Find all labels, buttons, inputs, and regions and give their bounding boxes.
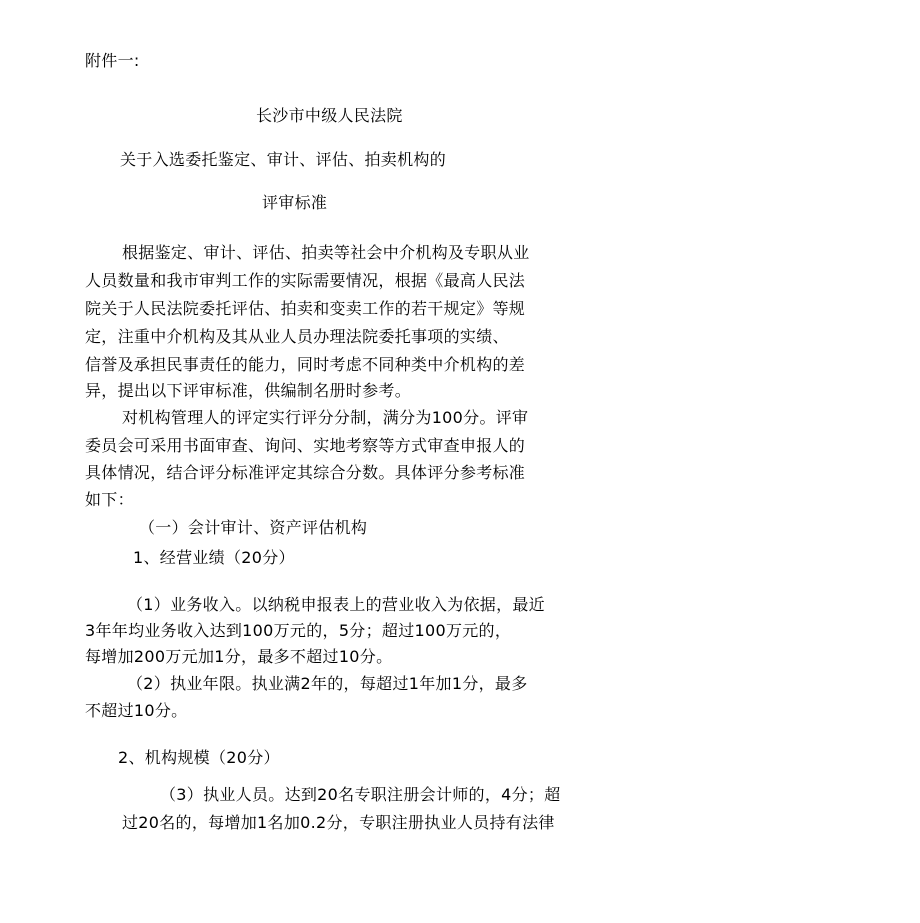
section1-heading: （一）会计审计、资产评估机构 [139,518,368,537]
title-line-subject: 关于入选委托鉴定、审计、评估、拍卖机构的 [120,150,447,169]
attachment-label: 附件一: [85,51,140,70]
paragraph1-line: 根据鉴定、审计、评估、拍卖等社会中介机构及专职从业 [122,243,530,262]
item1-1-line: （1）业务收入。以纳税申报表上的营业收入为依据，最近 [127,595,545,614]
title-line-court: 长沙市中级人民法院 [256,106,403,125]
paragraph2-line: 委员会可采用书面审查、询问、实地考察等方式审查申报人的 [85,436,526,455]
paragraph2-line: 如下： [85,490,134,509]
paragraph2-line: 具体情况，结合评分标准评定其综合分数。具体评分参考标准 [85,463,526,482]
paragraph1-line: 异，提出以下评审标准，供编制名册时参考。 [85,381,412,400]
paragraph2-line: 对机构管理人的评定实行评分分制，满分为100分。评审 [122,408,529,427]
item2-3-line: 过20名的，每增加1名加0.2分，专职注册执业人员持有法律 [122,813,555,832]
paragraph1-line: 院关于人民法院委托评估、拍卖和变卖工作的若干规定》等规 [85,299,526,318]
item1-2-line: （2）执业年限。执业满2年的，每超过1年加1分，最多 [127,674,528,693]
item1-1-line: 每增加200万元加1分，最多不超过10分。 [85,647,393,666]
paragraph1-line: 定，注重中介机构及其从业人员办理法院委托事项的实绩、 [85,327,509,346]
item2-heading: 2、机构规模（20分） [118,748,280,767]
paragraph1-line: 人员数量和我市审判工作的实际需要情况，根据《最高人民法 [85,271,526,290]
item1-heading: 1、经营业绩（20分） [133,548,295,567]
item1-2-line: 不超过10分。 [85,701,188,720]
paragraph1-line: 信誉及承担民事责任的能力，同时考虑不同种类中介机构的差 [85,355,526,374]
item1-1-line: 3年年均业务收入达到100万元的，5分；超过100万元的， [85,621,512,640]
item2-3-line: （3）执业人员。达到20名专职注册会计师的，4分；超 [160,785,561,804]
title-line-standard: 评审标准 [262,193,328,212]
